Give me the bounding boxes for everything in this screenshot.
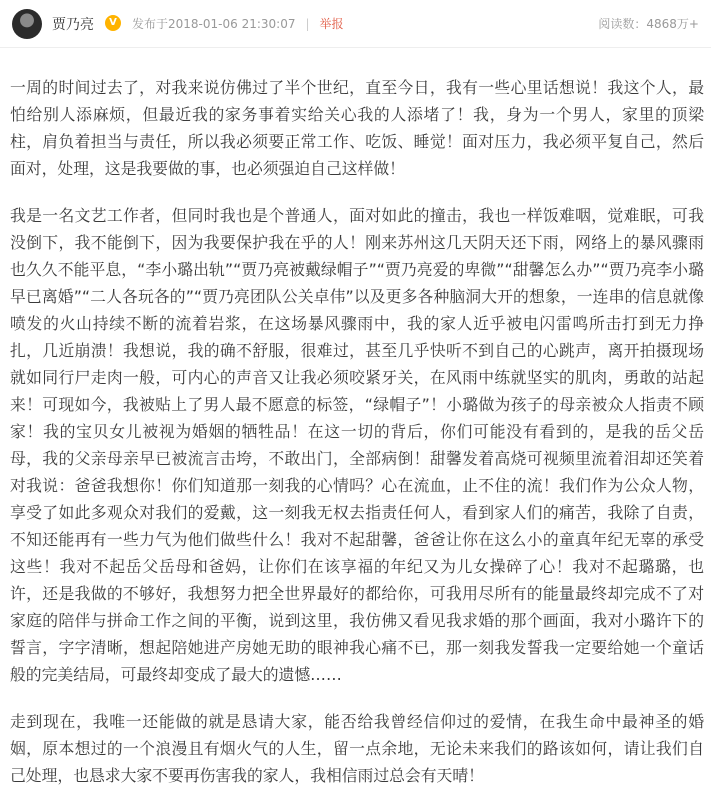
- user-avatar[interactable]: [12, 9, 42, 39]
- article-body: [10, 74, 704, 809]
- paragraph-3: 走到现在，我唯一还能做的就是恳请大家，能否给我曾经信仰过的爱情，在我生命中最神圣的婚姻，原本想过的一个浪漫且有烟火气的人生，留一点余地，无论未来我们的路该如何，请让我们自己处理，也恳求大家不要再伤害我的家人，我相信雨过总会有天晴！: [10, 712, 704, 785]
- verified-badge-icon: V: [105, 15, 121, 31]
- published-label: 发布于: [132, 17, 169, 31]
- read-count-label: 阅读数：: [598, 17, 647, 31]
- post-meta: [132, 15, 344, 32]
- post-header: [0, 0, 711, 48]
- read-count-value: 4868万+: [646, 17, 699, 31]
- author-name[interactable]: 贾乃亮: [52, 17, 94, 33]
- report-link[interactable]: 举报: [319, 17, 344, 31]
- published-time: 2018-01-06 21:30:07: [168, 17, 296, 31]
- paragraph-2: 我是一名文艺工作者，但同时我也是个普通人，面对如此的撞击，我也一样饭难咽，觉难眠，可我没倒下，我不能倒下，因为我要保护我在乎的人！刚来苏州这几天阴天还下雨，网络上的暴风骤雨也久久不能平息，“李小璐出轨”“贾乃亮被戴绿帽子”“贾乃亮爱的卑微”“甜馨怎么办”“贾乃亮李小璐早已离婚”“二人各玩各的”“贾乃亮团队公关卓伟”以及更多各种脑洞大开的想象，一连串的信息就像喷发的火山持续不断的流着岩浆，在这场暴风骤雨中，我的家人近乎被电闪雷鸣所击打到无力挣扎，几近崩溃！我想说，我的确不舒服，很难过，甚至几乎快听不到自己的心跳声，离开拍摄现场就如同行尸走肉一般，可内心的声音又让我必须咬紧牙关，在风雨中练就坚实的肌肉，勇敢的站起来！可现如今，我被贴上了男人最不愿意的标签，“绿帽子”！小璐做为孩子的母亲被众人指责不顾家！我的宝贝女儿被视为婚姻的牺牲品！在这一切的背后，你们可能没有看到的，是我的岳父岳母，我的父亲母亲早已被流言击垮，不敢出门，全部病倒！甜馨发着高烧可视频里流着泪却还笑着对我说：爸爸我想你！你们知道那一刻我的心情吗？心在流血，止不住的流！我们作为公众人物，享受了如此多观众对我们的爱戴，这一刻我无权去指责任何人，看到家人们的痛苦，我除了自责，不知还能再有一些力气为他们做些什么！我对不起甜馨，爸爸让你在这么小的童真年纪无辜的承受这些！我对不起岳父岳母和爸妈，让你们在该享福的年纪又为儿女操碎了心！我对不起璐璐，也许，还是我做的不够好，我想努力把全世界最好的都给你，可我用尽所有的能量最终却完成不了对家庭的陪伴与拼命工作之间的平衡，说到这里，我仿佛又看见我求婚的那个画面，我对小璐许下的誓言，字字清晰，想起陪她进产房她无助的眼神我心痛不已，那一刻我发誓我一定要给她一个童话般的完美结局，可最终却变成了最大的遗憾……: [10, 206, 704, 684]
- paragraph-1: 一周的时间过去了，对我来说仿佛过了半个世纪，直至今日，我有一些心里话想说！我这个人，最怕给别人添麻烦，但最近我的家务事着实给关心我的人添堵了！我，身为一个男人，家里的顶梁柱，肩负着担当与责任，所以我必须要正常工作、吃饭、睡觉！面对压力，我必须平复自己，然后面对，处理，这是我要做的事，也必须强迫自己这样做！: [10, 78, 704, 178]
- read-count: [598, 15, 699, 32]
- meta-divider: |: [305, 17, 310, 31]
